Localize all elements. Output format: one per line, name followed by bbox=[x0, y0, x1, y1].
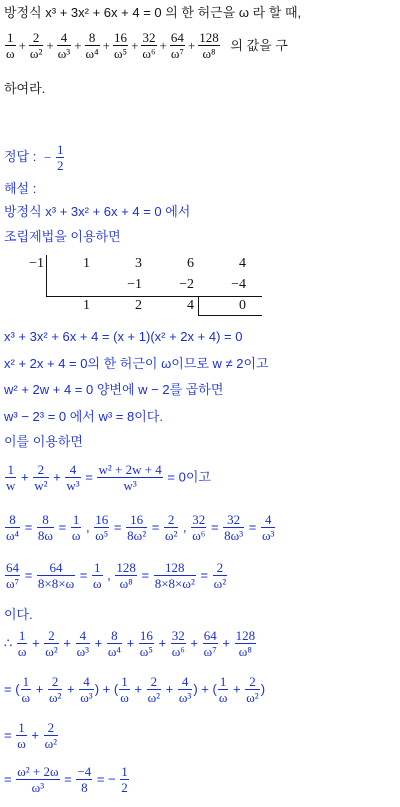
solution-line14-expr: = $\frac{1}{\omega}$ + $\frac{2}{\text{ω²}}$ bbox=[4, 720, 58, 751]
solution-line14 bbox=[4, 720, 398, 760]
solution-line12-expr: ∴ $\frac{1}{\omega}$ + $\frac{2}{\text{ω²}}$ + $\frac{4}{\text{ω³}}$ + $\frac{8}{\text{ω⁴}}$ + $\frac{16}{\text{ω⁵}}$ + $\frac{32}{\text{ω⁶}}$ + $\frac{64}{\text{ω⁷}}$ + $\frac{128}{\text{ω⁸}}$ bbox=[4, 628, 256, 659]
syn-remainder-vline bbox=[198, 296, 199, 316]
problem-ask: 의 값을 구 bbox=[230, 37, 288, 53]
syn-r2-c3: −2 bbox=[179, 277, 194, 292]
syn-r2-c2: −1 bbox=[127, 277, 142, 292]
solution-line12 bbox=[4, 628, 398, 668]
solution-line7: 이를 이용하면 bbox=[4, 434, 83, 449]
solution-line9 bbox=[4, 512, 398, 554]
solution-line15 bbox=[4, 764, 398, 804]
problem-series-terms: $\frac{1}{\omega}$ + $\frac{2}{\text{ω²}}$ + $\frac{4}{\text{ω³}}$ + $\frac{8}{\text{ω⁴}}$ + $\frac{16}{\text{ω⁵}}$ + $\frac{32}{\text{ω⁶}}$ + $\frac{64}{\text{ω⁷}}$ + $\frac{128}{\text{ω⁸}}$ bbox=[6, 30, 219, 61]
answer-line: 정답 : − $\frac{1}{2}$ bbox=[4, 142, 64, 173]
problem-intro bbox=[4, 4, 398, 22]
solution-line13 bbox=[4, 674, 398, 718]
synthetic-division bbox=[10, 253, 270, 318]
syn-r2-c4: −4 bbox=[231, 277, 246, 292]
problem-series bbox=[4, 30, 398, 70]
syn-r3-c3: 4 bbox=[187, 298, 194, 313]
answer-label: 정답 : bbox=[4, 148, 37, 164]
solution-line2: 조립제법을 이용하면 bbox=[4, 229, 121, 244]
syn-divisor: −1 bbox=[29, 256, 44, 271]
problem-intro-text: 방정식 x³ + 3x² + 6x + 4 = 0 의 한 허근을 ω 라 할 때, bbox=[4, 5, 302, 20]
solution-line6: w³ − 2³ = 0 에서 w³ = 8이다. bbox=[4, 409, 163, 424]
syn-r1-c3: 6 bbox=[187, 256, 194, 271]
syn-remainder-hline bbox=[198, 315, 262, 316]
syn-r1-c2: 3 bbox=[135, 256, 142, 271]
solution-line8-expr: $\frac{1}{w}$ + $\frac{2}{\text{w²}}$ + $\frac{4}{\text{w³}}$ = $\frac{\text{w² + 2w + 4}}{\text{w³}}$ = 0이고 bbox=[6, 462, 211, 493]
syn-hline bbox=[46, 296, 262, 297]
solution-line5: w² + 2w + 4 = 0 양변에 w − 2를 곱하면 bbox=[4, 382, 224, 397]
solution-line3: x³ + 3x² + 6x + 4 = (x + 1)(x² + 2x + 4) = 0 bbox=[4, 329, 243, 344]
solution-line13-expr: = ( $\frac{1}{\omega}$ + $\frac{2}{\text{ω²}}$ + $\frac{4}{\text{ω³}}$ ) + ( $\frac{1}{\omega}$ + $\frac{2}{\text{ω²}}$ + $\frac{4}{\text{ω³}}$ ) + ( $\frac{1}{\omega}$ + $\frac{2}{\text{ω²}}$ ) bbox=[4, 674, 266, 705]
solution-line11: 이다. bbox=[4, 607, 33, 622]
solution-line15-expr: = $\frac{\text{ω² + 2ω}}{\text{ω³}}$ = $\frac{-4}{8}$ = − $\frac{1}{2}$ bbox=[4, 764, 128, 795]
syn-r3-c4: 0 bbox=[239, 298, 246, 313]
solution-line1: 방정식 x³ + 3x² + 6x + 4 = 0 에서 bbox=[4, 204, 191, 219]
syn-vline bbox=[46, 255, 47, 297]
solution-line4: x² + 2x + 4 = 0의 한 허근이 ω이므로 w ≠ 2이고 bbox=[4, 356, 269, 371]
problem-ask2: 하여라. bbox=[4, 81, 46, 96]
answer-fraction: $\frac{1}{2}$ bbox=[56, 142, 64, 173]
solution-line10-expr: $\frac{64}{\text{ω⁷}}$ = $\frac{64}{8\times 8\times\omega}$ = $\frac{1}{\omega}$ , $\frac{128}{\text{ω⁸}}$ = $\frac{128}{\text{8×8×ω²}}$ = $\frac{2}{\text{ω²}}$ bbox=[6, 560, 227, 591]
syn-r3-c1: 1 bbox=[83, 298, 90, 313]
syn-r1-c1: 1 bbox=[83, 256, 90, 271]
solution-label: 해설 : bbox=[4, 181, 37, 196]
solution-line8 bbox=[4, 462, 398, 502]
syn-r1-c4: 4 bbox=[239, 256, 246, 271]
solution-line9-expr: $\frac{8}{\text{ω⁴}}$ = $\frac{8}{8\omega}$ = $\frac{1}{\omega}$ , $\frac{16}{\text{ω⁵}}$ = $\frac{16}{\text{8ω²}}$ = $\frac{2}{\text{ω²}}$ , $\frac{32}{\text{ω⁶}}$ = $\frac{32}{\text{8ω³}}$ = $\frac{4}{\text{ω³}}$ bbox=[6, 512, 275, 543]
solution-line10 bbox=[4, 560, 398, 602]
syn-r3-c2: 2 bbox=[135, 298, 142, 313]
